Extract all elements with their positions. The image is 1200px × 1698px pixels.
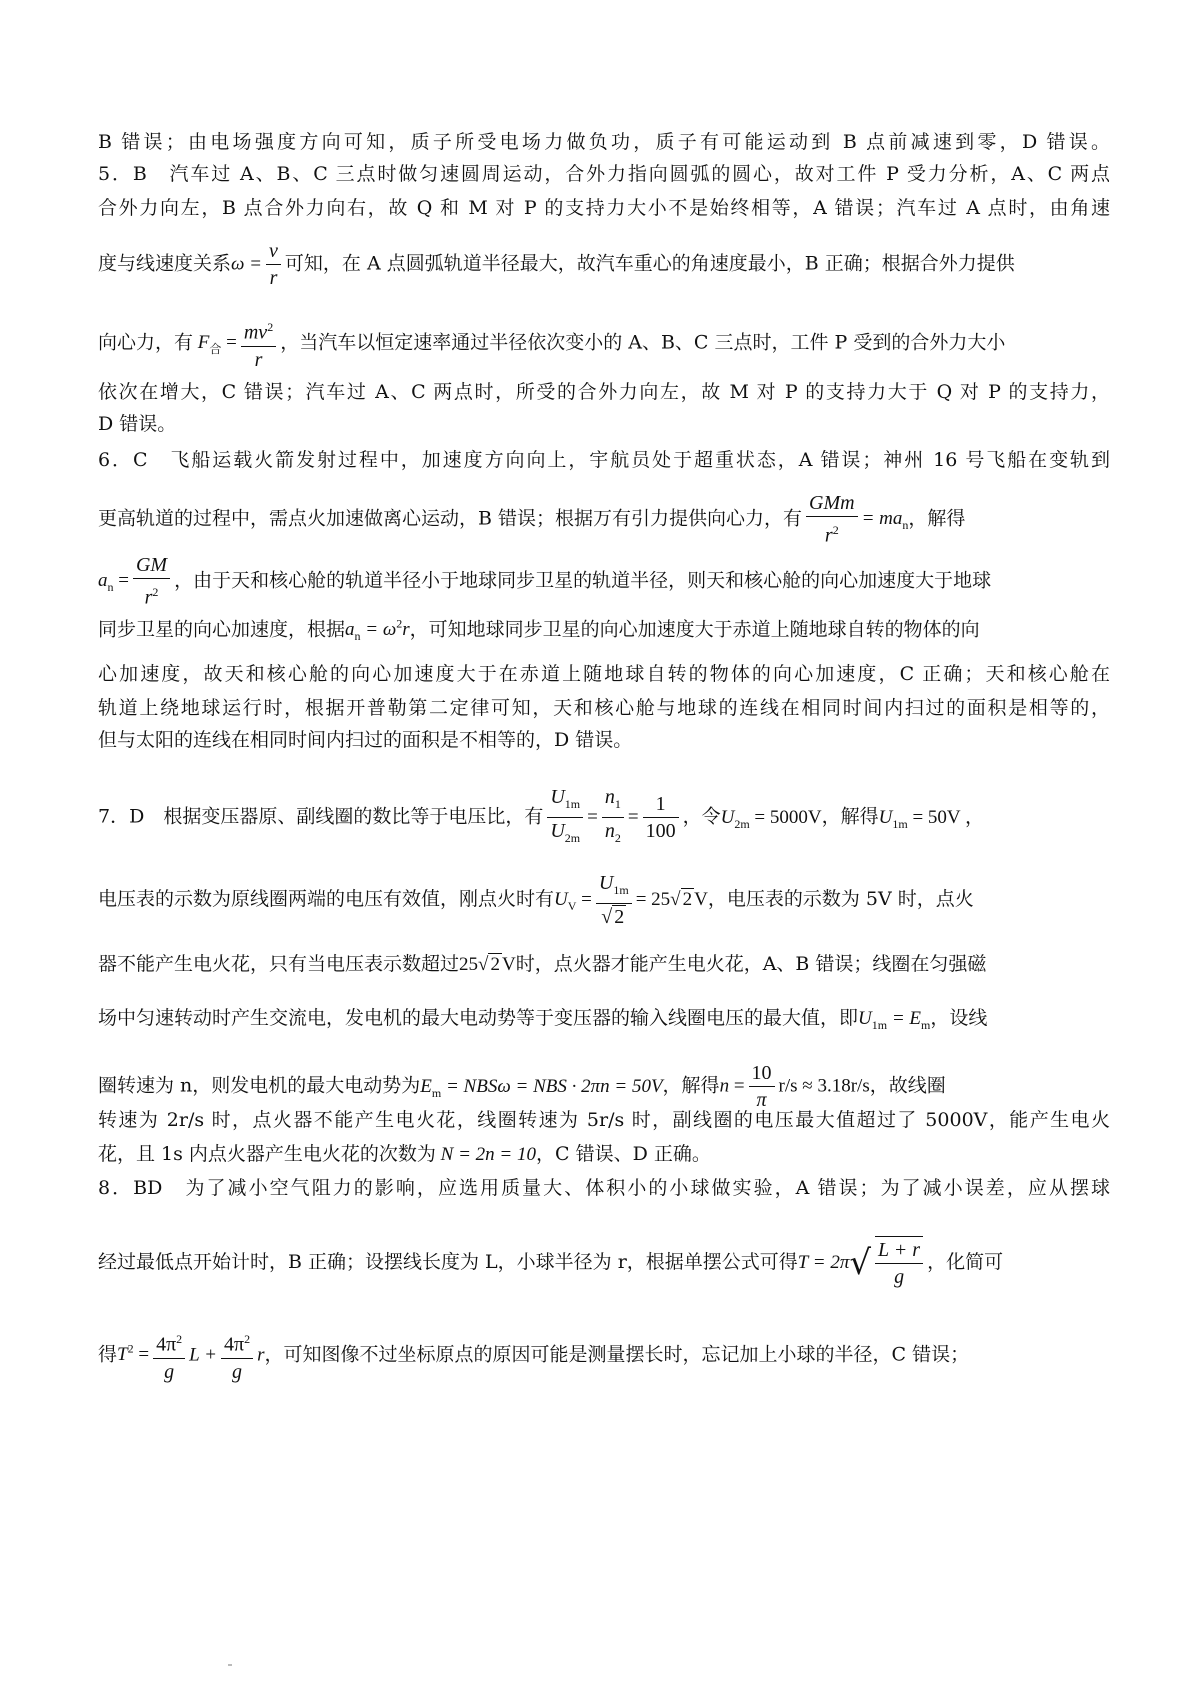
- q8-line-2: [98, 1236, 1110, 1290]
- math-var: L + r: [878, 1239, 921, 1261]
- denominator: $r^2$: [824, 523, 839, 547]
- math-var: = E: [891, 1008, 922, 1029]
- denominator: $n_2$: [604, 820, 621, 845]
- text-segment: 时，点火器才能产生电火花，A、B 错误；线圈在匀强磁: [515, 953, 987, 975]
- text-segment: ，解得: [821, 805, 879, 828]
- text-segment: 得: [98, 1343, 118, 1366]
- text-segment: 同步卫星的向心加速度，根据: [98, 618, 346, 641]
- text-segment: 向心力，有: [98, 331, 194, 354]
- math-U1m: $U_{1m} = 50V$ ，: [878, 806, 985, 831]
- math-var: r: [144, 586, 153, 609]
- math-var: T = 2π: [797, 1252, 850, 1273]
- q5-line-1: 5．B 汽车过 A、B、C 三点时做匀速圆周运动，合外力指向圆弧的圆心，故对工件 P 受力分析，A、C 两点: [98, 163, 1110, 185]
- text-segment: 场中匀速转动时产生交流电，发电机的最大电动势等于变压器的输入线圈电压的最大值，即: [98, 1007, 859, 1029]
- math-var: 4π: [223, 1333, 245, 1356]
- math-var: T: [117, 1344, 128, 1366]
- fraction-GM-over-r2: [133, 552, 170, 611]
- math-value: r/s ≈ 3.18r/s: [778, 1075, 870, 1097]
- q6-line-6: 轨道上绕地球运行时，根据开普勒第二定律可知，天和核心舱与地球的连线在相同时间内扫过的面积是相等的，: [98, 697, 1110, 719]
- text-segment: ，化简可: [927, 1251, 1004, 1273]
- math-radicand: 2: [490, 954, 500, 975]
- text-segment: 经过最低点开始计时，B 正确；设摆线长度为 L，小球半径为 r，根据单摆公式可得: [98, 1251, 798, 1273]
- fraction-mv2-over-r: [241, 314, 276, 373]
- fraction-v-over-r: [266, 238, 281, 291]
- math-var: a: [98, 570, 108, 592]
- q5-line-3: [98, 238, 1110, 291]
- q7-line-5: 圈转速为 n，则发电机的最大电动势为$E_m = NBS\omega$ = NBS · 2πn = 50V，解得n = $\frac{10}{\pi}$ r/s ≈ 3.18r/s，故线圈: [98, 1062, 946, 1111]
- fraction-Lr-over-g: [875, 1236, 923, 1290]
- math-var: = ma: [861, 508, 903, 530]
- math-var: 4π: [156, 1333, 177, 1356]
- text-segment: ，可知图像不过坐标原点的原因可能是测量摆长时，忘记加上小球的半径，C 错误；: [264, 1343, 970, 1366]
- math-unit: V: [694, 889, 708, 910]
- math-var: r: [254, 348, 263, 371]
- text-segment: 电压表的示数为原线圈两端的电压有效值，刚点火时有: [98, 888, 555, 910]
- math-U1m-Em: $U_{1m} = E_m$: [858, 1008, 931, 1032]
- numerator: $U_{1m}$: [596, 870, 632, 904]
- math-var: = ω: [365, 619, 397, 641]
- q7-line-2: [98, 870, 1110, 930]
- math-unit: V: [501, 954, 516, 975]
- fraction-4pi2-over-g-2: [221, 1326, 253, 1385]
- q7-line-7: [98, 1140, 1110, 1169]
- math-Em: $E_m = NBS\omega$ = NBS · 2πn = 50V: [420, 1075, 663, 1100]
- math-var: F: [197, 332, 210, 354]
- q7-line-4: [98, 1004, 1110, 1039]
- math-var: n: [604, 786, 615, 808]
- math-radicand: 2: [614, 906, 625, 928]
- math-var: g: [232, 1360, 243, 1383]
- q8-line-1: 8．BD 为了减小空气阻力的影响，应选用质量大、体积小的小球做实验，A 错误；为了减小误差，应从摆球: [98, 1177, 1110, 1199]
- q6-line-3: [98, 552, 1110, 611]
- q8-line-3: [98, 1326, 1110, 1385]
- math-an-omega: $a_n = \omega^2r$: [345, 617, 410, 644]
- text-segment: 可知，在 A 点圆弧轨道半径最大，故汽车重心的角速度最小，B 正确；根据合外力提供: [284, 252, 1015, 275]
- denominator: [221, 1359, 253, 1385]
- math-var: U: [598, 872, 614, 894]
- math-var: U: [878, 806, 893, 828]
- fraction-U1m-over-sqrt2: [596, 870, 632, 930]
- q7-line-6: 转速为 2r/s 时，点火器不能产生电火花，线圈转速为 5r/s 时，副线圈的电压最大值超过了 5000V，能产生电火: [98, 1109, 1110, 1131]
- denominator: [153, 1359, 185, 1385]
- numerator: 10: [749, 1060, 775, 1087]
- text-segment: ，解得: [662, 1074, 720, 1097]
- math-omega: [231, 254, 262, 275]
- q6-line-1: 6．C 飞船运载火箭发射过程中，加速度方向向上，宇航员处于超重状态，A 错误；神州 16 号飞船在变轨到: [98, 449, 1110, 471]
- text-segment: ，由于天和核心舱的轨道半径小于地球同步卫星的轨道半径，则天和核心舱的向心加速度大于地球: [174, 569, 992, 592]
- text-segment: 度与线速度关系: [98, 252, 232, 275]
- math-var: r: [402, 619, 410, 641]
- text-segment: ，令: [682, 805, 721, 828]
- text-segment: 器不能产生电火花，只有当电压表示数超过: [98, 953, 460, 975]
- q6-line-5: 心加速度，故天和核心舱的向心加速度大于在赤道上随地球自转的物体的向心加速度，C 正确；天和核心舱在: [98, 663, 1110, 685]
- math-L-plus: [189, 1344, 217, 1365]
- q5-line-4: [98, 314, 1110, 373]
- math-var: = NBSω = NBS · 2πn = 50V: [445, 1075, 663, 1097]
- text-segment: ，C 错误、D 正确。: [536, 1143, 711, 1165]
- math-var: U: [550, 786, 565, 808]
- math-U2m: $U_{2m} = 5000V$: [720, 806, 822, 831]
- denominator: 100: [645, 820, 676, 842]
- q5-line-5: 依次在增大，C 错误；汽车过 A、C 两点时，所受的合外力向左，故 M 对 P 的支持力大于 Q 对 P 的支持力，: [98, 381, 1110, 403]
- page-mark: [228, 1664, 232, 1666]
- math-threshold: 25√ 2 V: [459, 954, 516, 975]
- numerator: [133, 552, 170, 579]
- text-segment: ，故线圈: [869, 1074, 946, 1097]
- denominator: [266, 265, 281, 291]
- math-var: π: [756, 1089, 767, 1111]
- q5-line-6: D 错误。: [98, 413, 177, 435]
- math-var: U: [720, 806, 735, 828]
- fraction-U1m-over-U2m: [547, 784, 583, 851]
- math-var: U: [554, 889, 568, 910]
- math-var: U: [550, 820, 565, 842]
- math-var: r: [257, 1344, 265, 1366]
- denominator: [875, 1264, 923, 1290]
- math-var: v: [269, 240, 278, 262]
- text-segment: 圈转速为 n，则发电机的最大电动势为: [98, 1074, 421, 1097]
- math-var: g: [164, 1360, 175, 1383]
- text-segment: ，解得: [908, 507, 966, 530]
- math-var: r: [269, 267, 278, 289]
- numerator: [806, 490, 858, 517]
- numerator: $n_1$: [602, 784, 624, 818]
- text-segment: 花，且 1s 内点火器产生电火花的次数为: [98, 1143, 436, 1165]
- math-var: mv: [243, 321, 268, 344]
- denominator: $U_{2m}$: [550, 820, 581, 845]
- fraction-1-over-100: [643, 791, 679, 844]
- numerator: $4\pi^2$: [221, 1326, 253, 1359]
- math-UV: $U_V$ =: [554, 889, 592, 913]
- math-var: GMm: [809, 492, 855, 514]
- math-var: g: [894, 1266, 905, 1288]
- fraction-GMm-over-r2: [806, 490, 858, 549]
- text-segment: ，设线: [930, 1007, 988, 1029]
- q7-line-1: 7．D 根据变压器原、副线圈的数比等于电压比，有 $\frac{U_{1m}}{U_{2m}}$ = $\frac{n_1}{n_2}$ = $\frac{1}{100}$ ，令$U_{2m} = 5000V$，解得$U_{1m} = 50V$ ，: [98, 784, 1110, 851]
- math-T2: $T^2$ =: [117, 1342, 150, 1366]
- text-line: B 错误；由电场强度方向可知，质子所受电场力做负功，质子有可能运动到 B 点前减速到零，D 错误。: [98, 131, 1110, 153]
- denominator: √ 2: [601, 906, 625, 928]
- q7-line-3: [98, 950, 1110, 979]
- math-force: $F_合$ =: [197, 332, 237, 357]
- math-radicand: 2: [682, 889, 693, 910]
- q5-line-2: 合外力向左，B 点合外力向右，故 Q 和 M 对 P 的支持力大小不是始终相等，A 错误；汽车过 A 点时，由角速: [98, 197, 1110, 219]
- fraction-4pi2-over-g: [153, 1326, 185, 1385]
- numerator: $mv^2$: [241, 314, 276, 347]
- text-segment: 7．D 根据变压器原、副线圈的数比等于电压比，有: [98, 805, 544, 828]
- math-value: = 50V ，: [912, 806, 985, 828]
- text-segment: ，电压表的示数为 5V 时，点火: [707, 888, 974, 910]
- math-value: = 25: [635, 889, 671, 910]
- denominator: $r^2$: [144, 585, 159, 609]
- math-UV-value: = 25√ 2 V: [635, 889, 708, 910]
- math-var: L +: [189, 1344, 217, 1366]
- math-ma: = $ma_n$: [861, 508, 909, 533]
- numerator: $4\pi^2$: [153, 1326, 185, 1359]
- q6-line-7: 但与太阳的连线在相同时间内扫过的面积是不相等的，D 错误。: [98, 729, 633, 751]
- math-var: n: [604, 820, 615, 842]
- math-var: a: [345, 619, 355, 641]
- math-T: [798, 1252, 850, 1273]
- math-value: = 5000V: [754, 806, 822, 828]
- math-var: N = 2n = 10: [440, 1144, 536, 1165]
- text-segment: ，当汽车以恒定速率通过半径依次变小的 A、B、C 三点时，工件 P 受到的合外力大小: [280, 331, 1006, 354]
- math-an: $a_n$ =: [98, 570, 129, 595]
- math-text: ω =: [231, 253, 263, 275]
- q6-line-4: [98, 610, 1110, 650]
- numerator: [875, 1237, 923, 1264]
- numerator: 1: [643, 791, 679, 818]
- q6-line-2: [98, 490, 1110, 549]
- numerator: $U_{1m}$: [547, 784, 583, 818]
- math-value: 25: [459, 954, 479, 975]
- math-N: [436, 1144, 536, 1165]
- text-segment: ，可知地球同步卫星的向心加速度大于赤道上随地球自转的物体的向: [409, 618, 980, 641]
- denominator: [241, 347, 276, 373]
- sqrt-Lr-over-g: √: [849, 1243, 872, 1283]
- numerator: [266, 238, 281, 265]
- math-var: U: [858, 1008, 872, 1029]
- math-var: r: [824, 524, 833, 547]
- math-var: GM: [135, 554, 168, 576]
- text-segment: 更高轨道的过程中，需点火加速做离心运动，B 错误；根据万有引力提供向心力，有: [98, 507, 803, 530]
- fraction-n1-over-n2: [602, 784, 624, 851]
- math-sub: 合: [209, 342, 222, 357]
